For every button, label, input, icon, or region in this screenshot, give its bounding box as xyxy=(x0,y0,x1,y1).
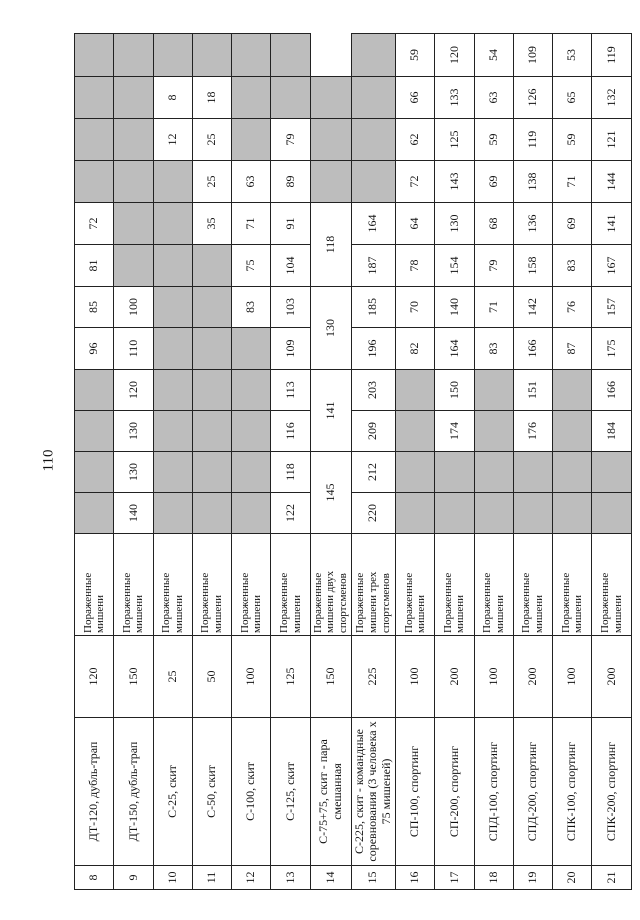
value-cell: 150 xyxy=(435,370,474,411)
value-cell: 79 xyxy=(474,245,513,287)
value-cell: 157 xyxy=(592,287,631,328)
value-cell: 164 xyxy=(351,203,395,245)
value-cell: 140 xyxy=(114,493,153,534)
empty-cell xyxy=(114,245,153,287)
row-number-cell: 15 xyxy=(351,866,395,890)
value-cell: 79 xyxy=(271,119,310,161)
value-cell: 132 xyxy=(592,77,631,119)
empty-cell xyxy=(192,493,231,534)
table-row xyxy=(271,34,310,890)
empty-cell xyxy=(114,34,153,77)
total-targets-cell: 100 xyxy=(396,636,435,718)
unit-cell: Пораженные мишени xyxy=(271,534,310,636)
value-cell: 184 xyxy=(592,411,631,452)
empty-cell xyxy=(192,328,231,370)
empty-cell xyxy=(271,77,310,119)
table-row xyxy=(553,34,592,890)
empty-cell xyxy=(435,452,474,493)
discipline-cell: СП-200, спортинг xyxy=(435,718,474,866)
value-cell: 78 xyxy=(396,245,435,287)
value-cell: 187 xyxy=(351,245,395,287)
value-cell: 75 xyxy=(232,245,271,287)
total-targets-cell: 25 xyxy=(153,636,192,718)
table-row xyxy=(192,34,231,890)
value-cell: 82 xyxy=(396,328,435,370)
discipline-cell: СПД-100, спортинг xyxy=(474,718,513,866)
value-cell: 122 xyxy=(271,493,310,534)
value-cell: 68 xyxy=(474,203,513,245)
value-cell: 8 xyxy=(153,77,192,119)
empty-cell xyxy=(474,370,513,411)
value-cell: 116 xyxy=(271,411,310,452)
empty-cell xyxy=(153,245,192,287)
unit-cell: Пораженные мишени xyxy=(192,534,231,636)
total-targets-cell: 200 xyxy=(592,636,631,718)
discipline-cell: ДТ-120, дубль-трап xyxy=(75,718,114,866)
value-cell: 164 xyxy=(435,328,474,370)
value-cell: 87 xyxy=(553,328,592,370)
table-inner xyxy=(74,34,624,890)
empty-cell xyxy=(192,452,231,493)
value-cell: 220 xyxy=(351,493,395,534)
value-cell: 100 xyxy=(114,287,153,328)
empty-cell xyxy=(396,370,435,411)
unit-cell: Пораженные мишени xyxy=(474,534,513,636)
empty-cell xyxy=(153,411,192,452)
row-number-cell: 19 xyxy=(513,866,552,890)
empty-cell xyxy=(553,370,592,411)
total-targets-cell: 125 xyxy=(271,636,310,718)
table-row xyxy=(232,34,271,890)
total-targets-cell: 120 xyxy=(75,636,114,718)
value-cell: 63 xyxy=(232,161,271,203)
value-cell: 25 xyxy=(192,161,231,203)
unit-cell: Пораженные мишени трех спортсменов xyxy=(351,534,395,636)
value-cell: 18 xyxy=(192,77,231,119)
unit-cell: Пораженные мишени xyxy=(592,534,631,636)
value-cell: 59 xyxy=(396,34,435,77)
value-cell: 53 xyxy=(553,34,592,77)
total-targets-cell: 100 xyxy=(232,636,271,718)
value-cell: 71 xyxy=(553,161,592,203)
empty-cell xyxy=(153,493,192,534)
value-cell: 174 xyxy=(435,411,474,452)
total-targets-cell: 150 xyxy=(114,636,153,718)
empty-cell xyxy=(271,34,310,77)
empty-cell xyxy=(553,452,592,493)
value-cell: 144 xyxy=(592,161,631,203)
empty-cell xyxy=(396,493,435,534)
value-cell: 121 xyxy=(592,119,631,161)
value-cell: 109 xyxy=(271,328,310,370)
empty-cell xyxy=(75,411,114,452)
total-targets-cell: 100 xyxy=(474,636,513,718)
empty-cell xyxy=(75,119,114,161)
empty-cell xyxy=(553,493,592,534)
unit-cell: Пораженные мишени xyxy=(232,534,271,636)
empty-cell xyxy=(396,452,435,493)
discipline-cell: С-25, скит xyxy=(153,718,192,866)
value-cell: 83 xyxy=(553,245,592,287)
empty-cell xyxy=(232,370,271,411)
table-row xyxy=(435,34,474,890)
empty-cell xyxy=(114,203,153,245)
value-cell: 83 xyxy=(232,287,271,328)
value-cell: 166 xyxy=(513,328,552,370)
empty-cell xyxy=(75,493,114,534)
empty-cell xyxy=(232,119,271,161)
row-number-cell: 14 xyxy=(310,866,351,890)
value-cell: 71 xyxy=(474,287,513,328)
value-cell: 154 xyxy=(435,245,474,287)
empty-cell xyxy=(153,452,192,493)
row-number-cell: 17 xyxy=(435,866,474,890)
empty-cell xyxy=(153,161,192,203)
empty-cell xyxy=(232,452,271,493)
value-cell: 176 xyxy=(513,411,552,452)
empty-cell xyxy=(192,287,231,328)
empty-cell xyxy=(232,77,271,119)
value-cell: 120 xyxy=(435,34,474,77)
empty-cell xyxy=(232,328,271,370)
value-cell: 62 xyxy=(396,119,435,161)
empty-cell xyxy=(153,370,192,411)
empty-cell xyxy=(474,452,513,493)
total-targets-cell: 200 xyxy=(513,636,552,718)
value-cell: 130 xyxy=(114,452,153,493)
value-cell: 71 xyxy=(232,203,271,245)
discipline-cell: ДТ-150, дубль-трап xyxy=(114,718,153,866)
value-cell: 120 xyxy=(114,370,153,411)
value-cell: 113 xyxy=(271,370,310,411)
unit-cell: Пораженные мишени xyxy=(75,534,114,636)
value-cell: 118 xyxy=(310,203,351,287)
discipline-cell: С-100, скит xyxy=(232,718,271,866)
discipline-cell: СПК-100, спортинг xyxy=(553,718,592,866)
total-targets-cell: 150 xyxy=(310,636,351,718)
table-row xyxy=(474,34,513,890)
row-number-cell: 8 xyxy=(75,866,114,890)
value-cell: 167 xyxy=(592,245,631,287)
value-cell: 158 xyxy=(513,245,552,287)
empty-cell xyxy=(75,77,114,119)
discipline-cell: С-125, скит xyxy=(271,718,310,866)
value-cell: 119 xyxy=(513,119,552,161)
value-cell: 96 xyxy=(75,328,114,370)
value-cell: 109 xyxy=(513,34,552,77)
value-cell: 63 xyxy=(474,77,513,119)
value-cell: 110 xyxy=(114,328,153,370)
value-cell: 59 xyxy=(474,119,513,161)
unit-cell: Пораженные мишени xyxy=(153,534,192,636)
total-targets-cell: 200 xyxy=(435,636,474,718)
table-row xyxy=(513,34,552,890)
value-cell: 196 xyxy=(351,328,395,370)
row-number-cell: 12 xyxy=(232,866,271,890)
value-cell: 89 xyxy=(271,161,310,203)
value-cell: 69 xyxy=(553,203,592,245)
table-rotation-wrapper xyxy=(74,34,624,890)
empty-cell xyxy=(192,34,231,77)
value-cell: 145 xyxy=(310,452,351,534)
empty-cell xyxy=(553,411,592,452)
value-cell: 212 xyxy=(351,452,395,493)
discipline-cell: С-225, скит - командные соревнования (3 человека х 75 мишеней) xyxy=(351,718,395,866)
value-cell: 103 xyxy=(271,287,310,328)
table-row xyxy=(310,34,351,890)
unit-cell: Пораженные мишени xyxy=(396,534,435,636)
empty-cell xyxy=(75,370,114,411)
unit-cell: Пораженные мишени xyxy=(114,534,153,636)
value-cell: 85 xyxy=(75,287,114,328)
empty-cell xyxy=(310,161,351,203)
empty-cell xyxy=(474,493,513,534)
table-row xyxy=(592,34,631,890)
unit-cell: Пораженные мишени xyxy=(553,534,592,636)
empty-cell xyxy=(592,452,631,493)
row-number-cell: 9 xyxy=(114,866,153,890)
table-row xyxy=(396,34,435,890)
table-body xyxy=(75,34,632,890)
value-cell: 70 xyxy=(396,287,435,328)
empty-cell xyxy=(153,34,192,77)
unit-cell: Пораженные мишени двух спортсменов xyxy=(310,534,351,636)
value-cell: 136 xyxy=(513,203,552,245)
value-cell: 209 xyxy=(351,411,395,452)
empty-cell xyxy=(192,245,231,287)
empty-cell xyxy=(192,370,231,411)
empty-cell xyxy=(114,77,153,119)
value-cell: 185 xyxy=(351,287,395,328)
total-targets-cell: 225 xyxy=(351,636,395,718)
empty-cell xyxy=(153,203,192,245)
row-number-cell: 18 xyxy=(474,866,513,890)
empty-cell xyxy=(351,77,395,119)
row-number-cell: 21 xyxy=(592,866,631,890)
value-cell: 133 xyxy=(435,77,474,119)
row-number-cell: 10 xyxy=(153,866,192,890)
empty-cell xyxy=(153,328,192,370)
empty-cell xyxy=(351,161,395,203)
table-row xyxy=(114,34,153,890)
value-cell: 151 xyxy=(513,370,552,411)
unit-cell: Пораженные мишени xyxy=(435,534,474,636)
discipline-cell: С-50, скит xyxy=(192,718,231,866)
value-cell: 59 xyxy=(553,119,592,161)
value-cell: 130 xyxy=(435,203,474,245)
row-number-cell: 13 xyxy=(271,866,310,890)
value-cell: 72 xyxy=(75,203,114,245)
row-number-cell: 11 xyxy=(192,866,231,890)
empty-cell xyxy=(351,34,395,77)
results-table xyxy=(74,33,632,890)
value-cell: 142 xyxy=(513,287,552,328)
empty-cell xyxy=(396,411,435,452)
value-cell: 166 xyxy=(592,370,631,411)
empty-cell xyxy=(232,411,271,452)
row-number-cell: 16 xyxy=(396,866,435,890)
value-cell: 104 xyxy=(271,245,310,287)
page-number: 110 xyxy=(40,449,57,472)
value-cell: 76 xyxy=(553,287,592,328)
empty-cell xyxy=(310,77,351,119)
empty-cell xyxy=(114,161,153,203)
empty-cell xyxy=(232,493,271,534)
value-cell: 69 xyxy=(474,161,513,203)
row-number-cell: 20 xyxy=(553,866,592,890)
total-targets-cell: 50 xyxy=(192,636,231,718)
value-cell: 64 xyxy=(396,203,435,245)
empty-cell xyxy=(75,161,114,203)
empty-cell xyxy=(114,119,153,161)
value-cell: 125 xyxy=(435,119,474,161)
empty-cell xyxy=(192,411,231,452)
value-cell: 119 xyxy=(592,34,631,77)
value-cell: 140 xyxy=(435,287,474,328)
unit-cell: Пораженные мишени xyxy=(513,534,552,636)
table-row xyxy=(153,34,192,890)
empty-cell xyxy=(435,493,474,534)
value-cell: 35 xyxy=(192,203,231,245)
total-targets-cell: 100 xyxy=(553,636,592,718)
empty-cell xyxy=(513,493,552,534)
value-cell: 141 xyxy=(310,370,351,452)
value-cell: 143 xyxy=(435,161,474,203)
value-cell: 65 xyxy=(553,77,592,119)
value-cell: 81 xyxy=(75,245,114,287)
value-cell: 138 xyxy=(513,161,552,203)
value-cell: 66 xyxy=(396,77,435,119)
value-cell: 130 xyxy=(310,287,351,370)
value-cell: 25 xyxy=(192,119,231,161)
empty-cell xyxy=(153,287,192,328)
value-cell: 141 xyxy=(592,203,631,245)
empty-cell xyxy=(474,411,513,452)
value-cell: 72 xyxy=(396,161,435,203)
value-cell: 175 xyxy=(592,328,631,370)
empty-cell xyxy=(232,34,271,77)
discipline-cell: СПК-200, спортинг xyxy=(592,718,631,866)
table-row xyxy=(351,34,395,890)
empty-cell xyxy=(513,452,552,493)
value-cell: 203 xyxy=(351,370,395,411)
value-cell: 54 xyxy=(474,34,513,77)
empty-cell xyxy=(75,452,114,493)
table-row xyxy=(75,34,114,890)
discipline-cell: СП-100, спортинг xyxy=(396,718,435,866)
empty-cell xyxy=(75,34,114,77)
value-cell: 126 xyxy=(513,77,552,119)
value-cell: 130 xyxy=(114,411,153,452)
value-cell: 118 xyxy=(271,452,310,493)
value-cell: 12 xyxy=(153,119,192,161)
empty-cell xyxy=(310,119,351,161)
empty-cell xyxy=(592,493,631,534)
discipline-cell: С-75+75, скит - пара смешанная xyxy=(310,718,351,866)
value-cell: 83 xyxy=(474,328,513,370)
value-cell: 91 xyxy=(271,203,310,245)
discipline-cell: СПД-200, спортинг xyxy=(513,718,552,866)
empty-cell xyxy=(351,119,395,161)
